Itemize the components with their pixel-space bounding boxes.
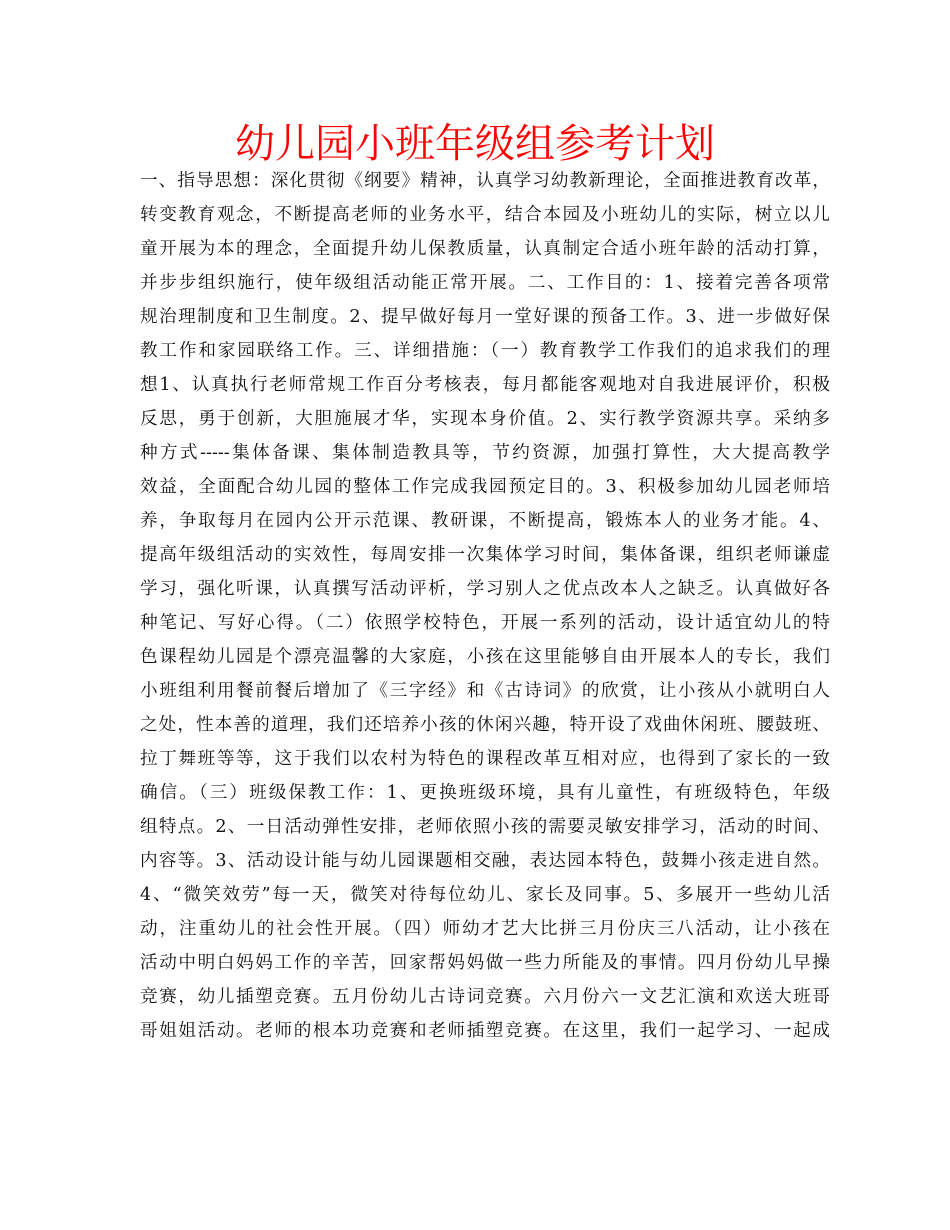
body-text-line: 种笔记、写好心得。（二）依照学校特色，开展一系列的活动，设计适宜幼儿的特: [140, 613, 830, 633]
body-text-line: 拉丁舞班等等，这于我们以农村为特色的课程改革互相对应，也得到了家长的一致: [140, 749, 830, 769]
document-body: [140, 164, 830, 1048]
body-text-line: 一、指导思想：深化贯彻《纲要》精神，认真学习幼教新理论，全面推进教育改革，: [140, 171, 830, 191]
body-text-line: 动，注重幼儿的社会性开展。（四）师幼才艺大比拼三月份庆三八活动，让小孩在: [140, 919, 830, 939]
body-text-line: 小班组利用餐前餐后增加了《三字经》和《古诗词》的欣赏，让小孩从小就明白人: [140, 681, 830, 701]
body-text-line: 反思，勇于创新，大胆施展才华，实现本身价值。2、实行教学资源共享。采纳多: [140, 409, 830, 429]
body-text-line: 确信。（三）班级保教工作：1、更换班级环境，具有儿童性，有班级特色，年级: [140, 783, 830, 803]
document-title: 幼儿园小班年级组参考计划: [235, 121, 715, 167]
body-text-line: 4、“微笑效劳”每一天，微笑对待每位幼儿、家长及同事。5、多展开一些幼儿活: [140, 885, 830, 905]
body-text-line: 并步步组织施行，使年级组活动能正常开展。二、工作目的：1、接着完善各项常: [140, 273, 830, 293]
body-text-line: 养，争取每月在园内公开示范课、教研课，不断提高，锻炼本人的业务才能。4、: [140, 511, 830, 531]
body-text-line: 童开展为本的理念，全面提升幼儿保教质量，认真制定合适小班年龄的活动打算，: [140, 239, 830, 259]
body-text-line: 色课程幼儿园是个漂亮温馨的大家庭，小孩在这里能够自由开展本人的专长，我们: [140, 647, 830, 667]
body-text-line: 内容等。3、活动设计能与幼儿园课题相交融，表达园本特色，鼓舞小孩走进自然。: [140, 851, 830, 871]
body-text-line: 之处，性本善的道理，我们还培养小孩的休闲兴趣，特开设了戏曲休闲班、腰鼓班、: [140, 715, 830, 735]
body-text-line: 想1、认真执行老师常规工作百分考核表，每月都能客观地对自我进展评价，积极: [140, 375, 830, 395]
body-text-line: 活动中明白妈妈工作的辛苦，回家帮妈妈做一些力所能及的事情。四月份幼儿早操: [140, 953, 830, 973]
body-text-line: 竞赛，幼儿插塑竞赛。五月份幼儿古诗词竞赛。六月份六一文艺汇演和欢送大班哥: [140, 987, 830, 1007]
body-text-line: 转变教育观念，不断提高老师的业务水平，结合本园及小班幼儿的实际，树立以儿: [140, 205, 830, 225]
body-text-line: 教工作和家园联络工作。三、详细措施：（一）教育教学工作我们的追求我们的理: [140, 341, 830, 361]
body-text-line: 提高年级组活动的实效性，每周安排一次集体学习时间，集体备课，组织老师谦虚: [140, 545, 830, 565]
body-text-line: 组特点。2、一日活动弹性安排，老师依照小孩的需要灵敏安排学习，活动的时间、: [140, 817, 830, 837]
body-text-line: 规治理制度和卫生制度。2、提早做好每月一堂好课的预备工作。3、进一步做好保: [140, 307, 830, 327]
body-text-line: 学习，强化听课，认真撰写活动评析，学习别人之优点改本人之缺乏。认真做好各: [140, 579, 830, 599]
body-text-line: 效益，全面配合幼儿园的整体工作完成我园预定目的。3、积极参加幼儿园老师培: [140, 477, 830, 497]
body-text-line: 哥姐姐活动。老师的根本功竞赛和老师插塑竞赛。在这里，我们一起学习、一起成: [140, 1021, 830, 1041]
body-text-line: 种方式-----集体备课、集体制造教具等，节约资源，加强打算性，大大提高教学: [140, 443, 830, 463]
